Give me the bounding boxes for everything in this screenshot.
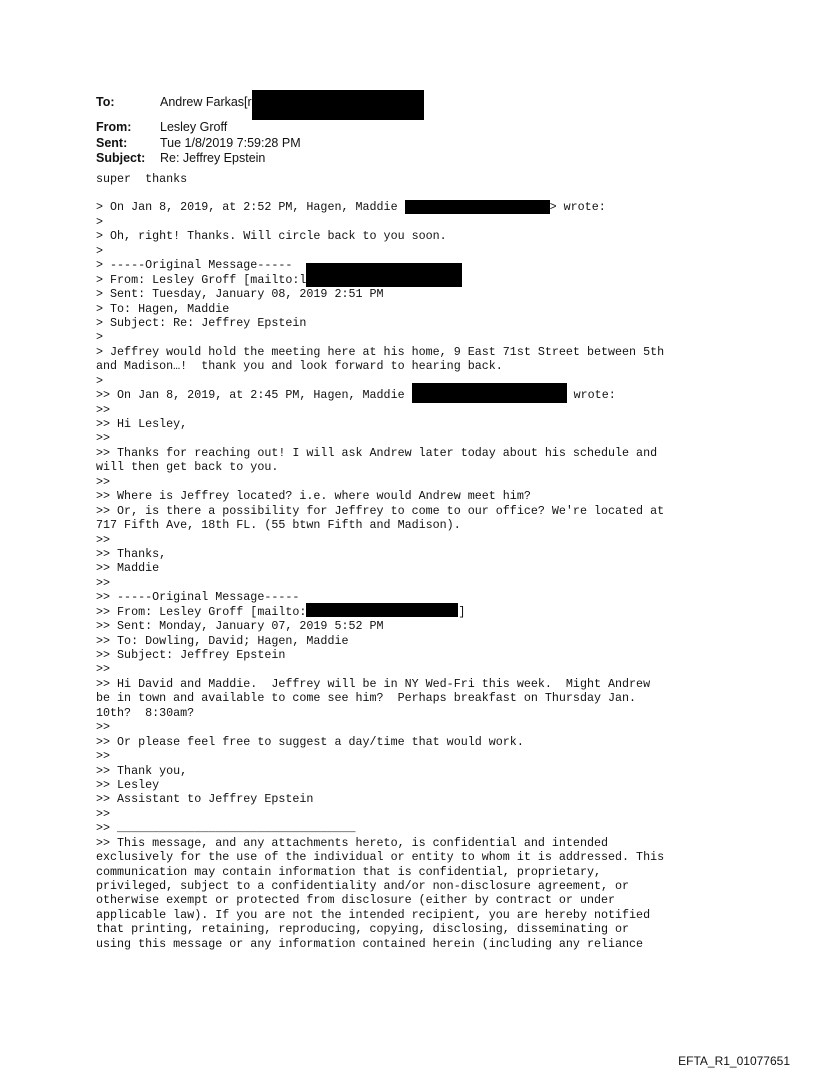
email-body bbox=[96, 172, 736, 951]
body-line: >> bbox=[96, 431, 111, 446]
subject-row bbox=[96, 151, 424, 167]
body-line: >> This message, and any attachments hereto, is confidential and intended bbox=[96, 835, 608, 850]
body-line: >> Assistant to Jeffrey Epstein bbox=[96, 792, 314, 807]
body-line: > Subject: Re: Jeffrey Epstein bbox=[96, 315, 307, 330]
body-line: > Sent: Tuesday, January 08, 2019 2:51 PM bbox=[96, 287, 384, 302]
body-line: >> Or, is there a possibility for Jeffrey to come to our office? We're located at bbox=[96, 503, 665, 518]
body-line: >> Where is Jeffrey located? i.e. where would Andrew meet him? bbox=[96, 489, 531, 504]
body-line: privileged, subject to a confidentiality and/or non-disclosure agreement, or bbox=[96, 879, 630, 893]
body-line: > From: Lesley Groff [mailto:l bbox=[96, 273, 736, 287]
body-line: 717 Fifth Ave, 18th FL. (55 btwn Fifth and Madison). bbox=[96, 518, 461, 533]
document-id: EFTA_R1_01077651 bbox=[678, 1054, 790, 1068]
body-line: >> bbox=[96, 474, 111, 489]
body-line: > bbox=[96, 214, 104, 229]
body-line: >> __________________________________ bbox=[96, 821, 356, 836]
body-line: >> bbox=[96, 749, 111, 764]
body-line: >> -----Original Message----- bbox=[96, 590, 300, 605]
body-line: >> bbox=[96, 806, 111, 821]
redaction-block bbox=[306, 603, 458, 617]
body-line: 10th? 8:30am? bbox=[96, 705, 195, 720]
from-label: From: bbox=[96, 120, 132, 134]
body-line: >> Thanks for reaching out! I will ask Andrew later today about his schedule and bbox=[96, 445, 658, 460]
body-line: > To: Hagen, Maddie bbox=[96, 301, 230, 316]
body-line: >> bbox=[96, 662, 111, 677]
body-line: > On Jan 8, 2019, at 2:52 PM, Hagen, Maddie > wrote: bbox=[96, 200, 606, 215]
sent-label: Sent: bbox=[96, 135, 128, 150]
body-line: > -----Original Message----- bbox=[96, 258, 293, 273]
body-line: > bbox=[96, 373, 104, 388]
body-line: > Oh, right! Thanks. Will circle back to you soon. bbox=[96, 229, 447, 244]
body-line: >> Subject: Jeffrey Epstein bbox=[96, 648, 286, 662]
sent-row bbox=[96, 136, 424, 152]
body-line: >> On Jan 8, 2019, at 2:45 PM, Hagen, Maddie wrote: bbox=[96, 388, 736, 402]
to-value: Andrew Farkas[r bbox=[160, 95, 252, 109]
redaction-block bbox=[306, 263, 462, 287]
from-value: Lesley Groff bbox=[160, 120, 228, 134]
body-line: otherwise exempt or protected from disclosure (either by contract or under bbox=[96, 893, 616, 908]
body-line: will then get back to you. bbox=[96, 460, 279, 475]
body-line: be in town and available to come see him? Perhaps breakfast on Thursday Jan. bbox=[96, 691, 637, 706]
body-line: using this message or any information contained herein (including any reliance bbox=[96, 936, 644, 951]
redaction-block bbox=[412, 383, 567, 403]
body-line: >> Thank you, bbox=[96, 763, 188, 778]
body-line: >> Lesley bbox=[96, 777, 160, 792]
redaction-block bbox=[252, 90, 424, 120]
body-line: > bbox=[96, 243, 104, 258]
subject-value: Re: Jeffrey Epstein bbox=[160, 151, 266, 165]
body-line: >> To: Dowling, David; Hagen, Maddie bbox=[96, 633, 349, 648]
greeting-line: super thanks bbox=[96, 172, 188, 186]
body-line: > Jeffrey would hold the meeting here at his home, 9 East 71st Street between 5th bbox=[96, 344, 665, 359]
to-row bbox=[96, 95, 424, 120]
body-line: >> bbox=[96, 575, 111, 590]
email-header bbox=[96, 95, 424, 167]
body-line: and Madison…! thank you and look forward to hearing back. bbox=[96, 359, 503, 374]
body-line: >> Maddie bbox=[96, 561, 160, 576]
body-line: >> bbox=[96, 720, 111, 735]
sent-value: Tue 1/8/2019 7:59:28 PM bbox=[160, 135, 301, 150]
body-line: >> Hi Lesley, bbox=[96, 417, 188, 431]
body-line: > bbox=[96, 330, 104, 345]
body-line: communication may contain information that is confidential, proprietary, bbox=[96, 864, 601, 879]
redaction-block bbox=[405, 200, 550, 214]
body-line: >> Sent: Monday, January 07, 2019 5:52 PM bbox=[96, 619, 384, 634]
from-row bbox=[96, 120, 424, 136]
body-line: exclusively for the use of the individual or entity to whom it is addressed. This bbox=[96, 850, 665, 865]
body-line: that printing, retaining, reproducing, copying, disclosing, disseminating or bbox=[96, 922, 630, 937]
body-line: >> Or please feel free to suggest a day/time that would work. bbox=[96, 734, 524, 749]
body-line: >> From: Lesley Groff [mailto: ] bbox=[96, 604, 466, 619]
body-line: >> Thanks, bbox=[96, 546, 167, 561]
body-line: >> bbox=[96, 402, 111, 417]
to-label: To: bbox=[96, 95, 115, 109]
subject-label: Subject: bbox=[96, 151, 146, 165]
body-line: >> bbox=[96, 532, 111, 547]
body-line: applicable law). If you are not the intended recipient, you are hereby notified bbox=[96, 907, 651, 922]
body-line: >> Hi David and Maddie. Jeffrey will be in NY Wed-Fri this week. Might Andrew bbox=[96, 676, 651, 691]
